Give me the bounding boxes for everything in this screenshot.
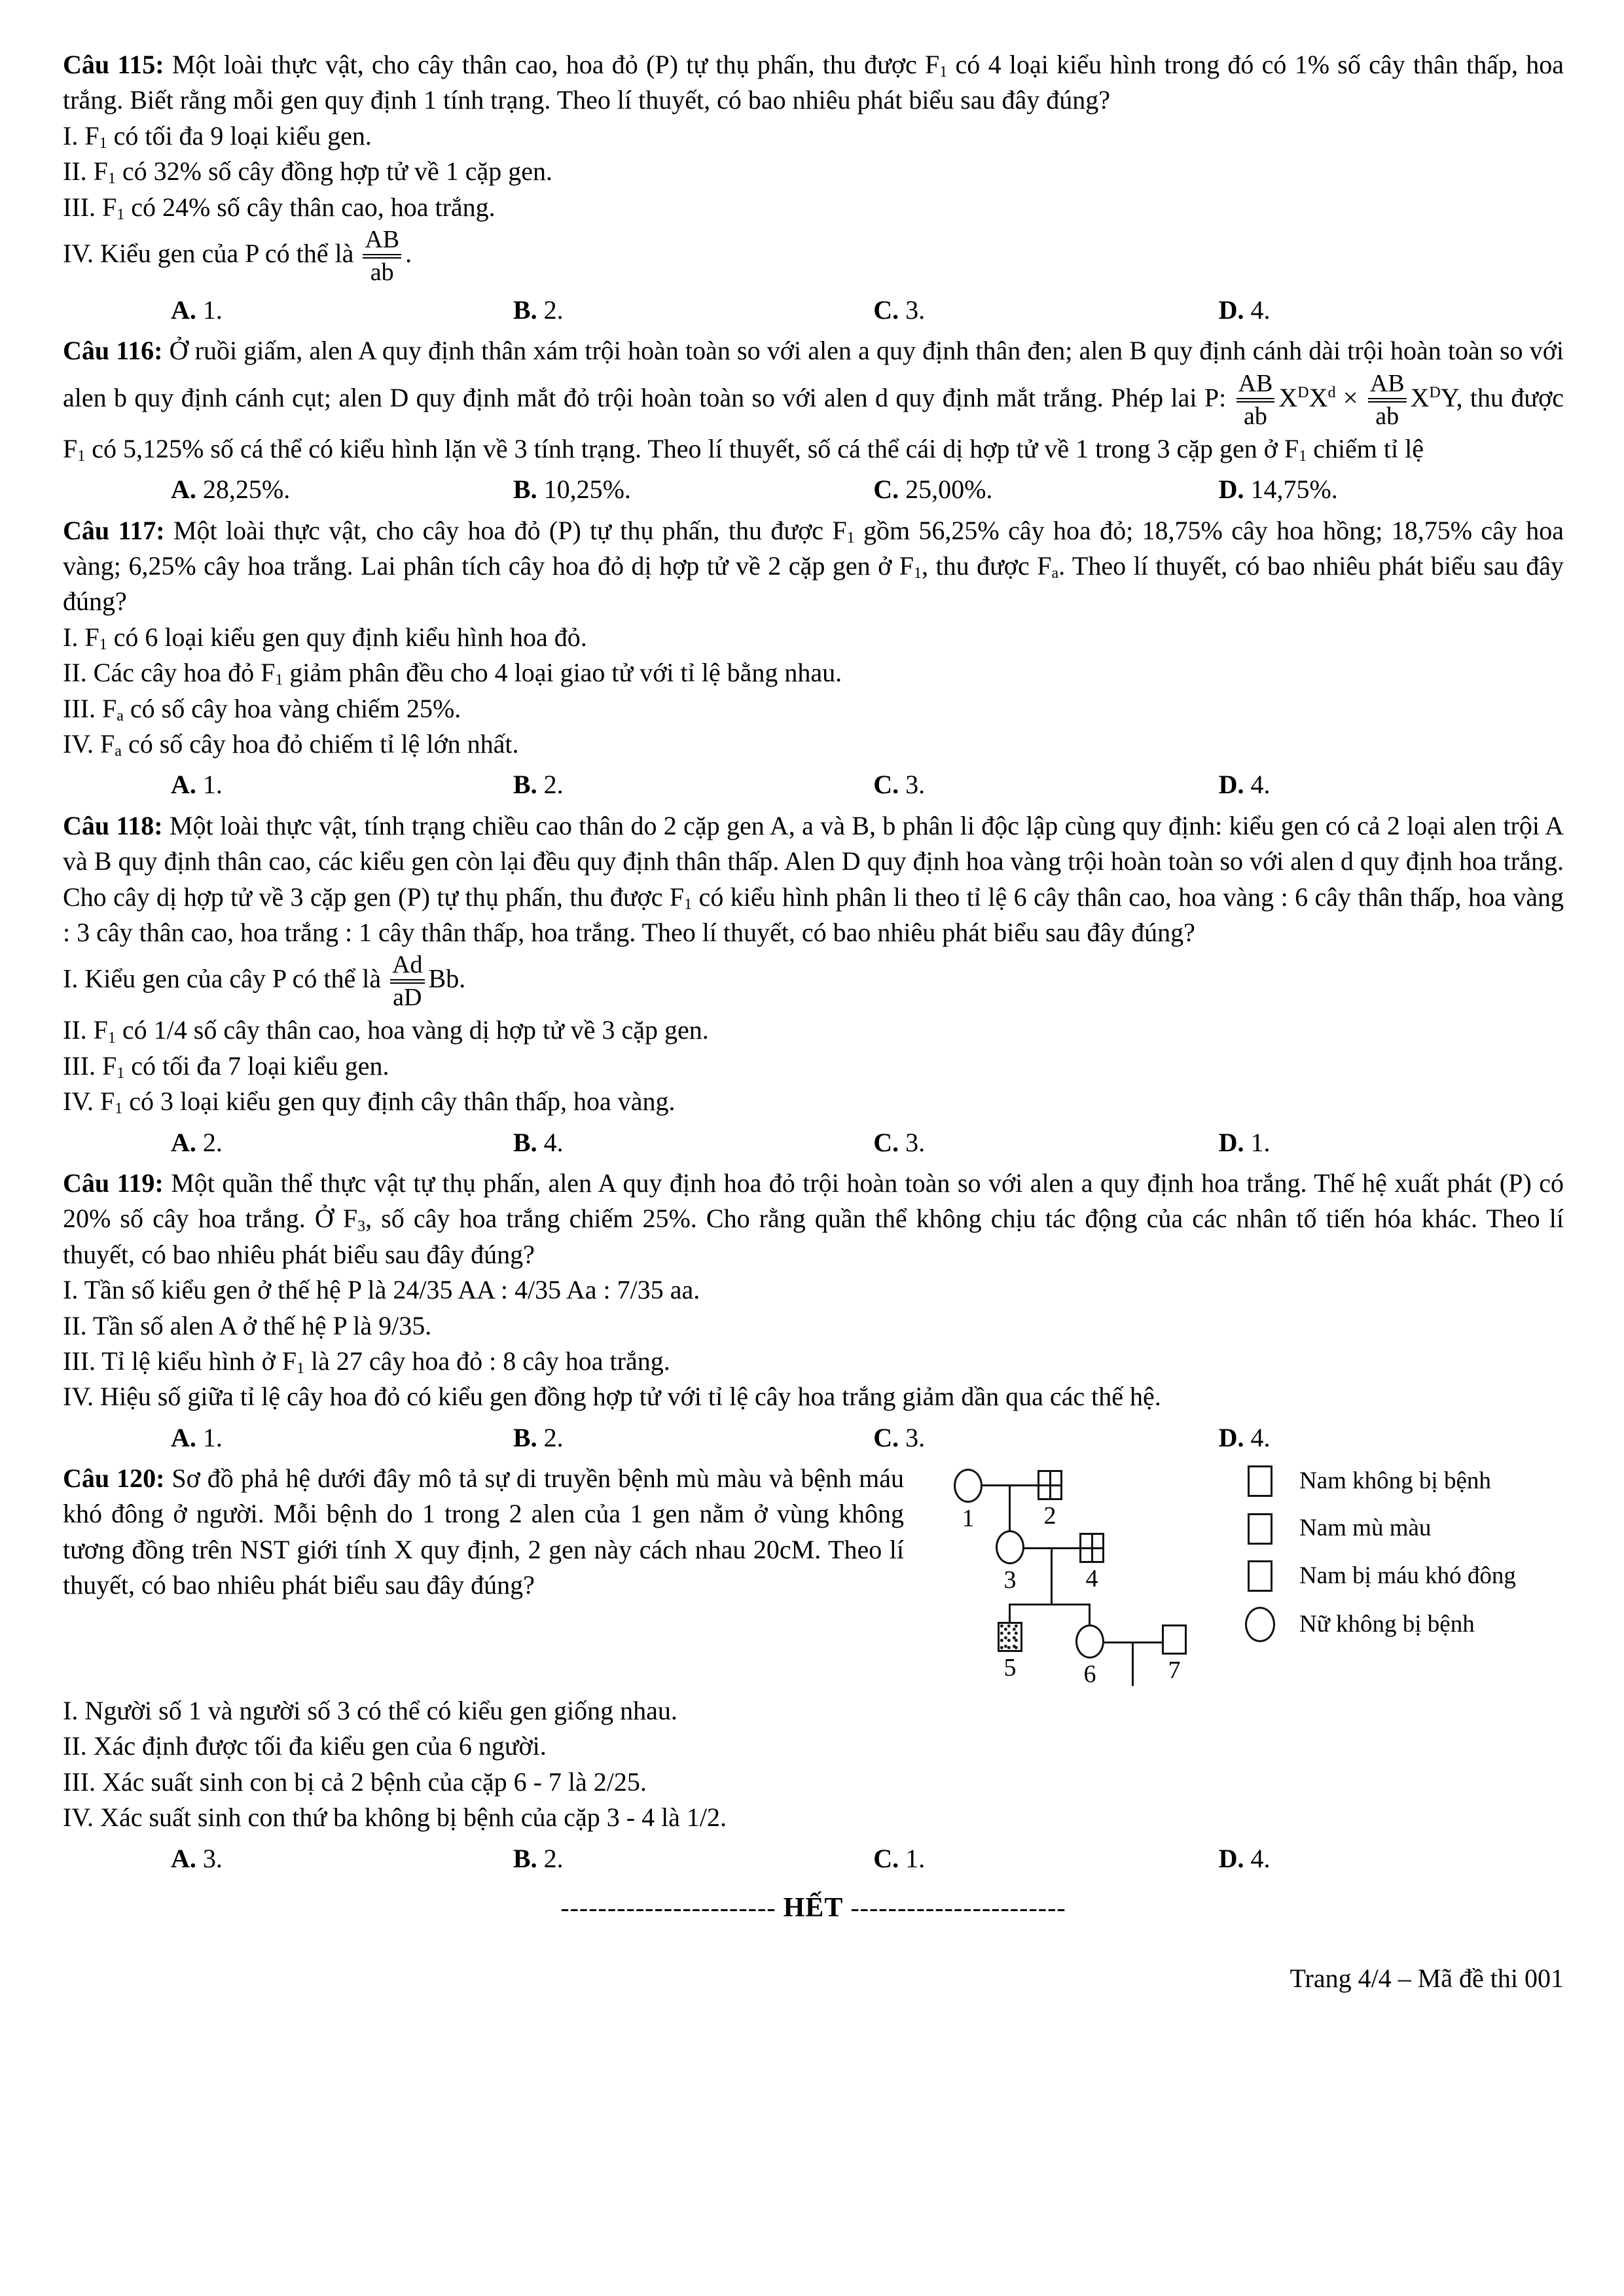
male-symbol-icon [1038, 1470, 1062, 1500]
pedigree-person-2 [1038, 1470, 1062, 1530]
question-block-120 [63, 1461, 1564, 1880]
statement: III. Xác suất sinh con bị cả 2 bệnh của cặp 6 - 7 là 2/25. [63, 1767, 647, 1797]
answer-option-B: B. 2. [513, 295, 564, 325]
female-symbol-icon [954, 1469, 983, 1503]
question-body [63, 1166, 1564, 1272]
person-number: 3 [1003, 1566, 1017, 1594]
male-symbol-icon [1079, 1533, 1104, 1563]
statement-list [63, 118, 1564, 287]
answer-option-B: B. 2. [513, 1422, 564, 1452]
person-number: 6 [1083, 1660, 1096, 1689]
question-text: Một loài thực vật, cho cây thân cao, hoa đỏ (P) tự thụ phấn, thu được $F_1$ có 4 loại kiểu hình trong đó có 1% số cây thân thấp, hoa trắng. Biết rằng mỗi gen quy định 1 tính trạng. Theo lí thuyết, có bao nhiêu phát biểu sau đây đúng? [63, 50, 1564, 115]
person-number: 2 [1043, 1502, 1056, 1530]
descent-line-3-4 [1051, 1547, 1053, 1604]
answer-option-B: B. 4. [513, 1127, 564, 1157]
question-number: Câu 117: [63, 515, 165, 545]
sibling-bar [1009, 1604, 1091, 1605]
answer-option-B: B. 10,25%. [513, 475, 631, 505]
statement: III. Tỉ lệ kiểu hình ở $F_1$ là 27 cây hoa đỏ : 8 cây hoa trắng. [63, 1346, 670, 1378]
question-text: Một loài thực vật, tính trạng chiều cao thân do 2 cặp gen A, a và B, b phân li độc lập cùng quy định: kiểu gen có cả 2 loại alen trội A và B quy định thân cao, các kiểu gen còn lại đều quy định thân thấp. Alen D quy định hoa vàng trội hoàn toàn so với alen d quy định hoa trắng. Cho cây dị hợp tử về 3 cặp gen (P) tự thụ phấn, thu được $F_1$ có kiểu hình phân li theo tỉ lệ 6 cây thân cao, hoa vàng : 6 cây thân thấp, hoa vàng : 3 cây thân cao, hoa trắng : 1 cây thân thấp, hoa trắng. Theo lí thuyết, có bao nhiêu phát biểu sau đây đúng? [63, 810, 1564, 947]
genotype-fraction: $\frac{Ad}{aD}$ [390, 952, 424, 1011]
statement: I. Người số 1 và người số 3 có thể có kiểu gen giống nhau. [63, 1696, 677, 1726]
legend-item [1244, 1512, 1516, 1545]
answer-option-C: C. 1. [873, 1843, 926, 1873]
answer-option-A: A. 1. [171, 770, 223, 800]
pedigree-diagram [943, 1461, 1208, 1693]
answer-option-D: D. 14,75%. [1218, 475, 1338, 505]
male-hemophilia-icon [1248, 1560, 1272, 1592]
genotype-fraction: $\frac{AB}{ab}$ [1368, 370, 1407, 430]
descent-line-to-3 [1009, 1484, 1011, 1532]
legend-icon-box [1244, 1513, 1276, 1545]
statement-list [63, 620, 1564, 762]
question-block-118 [63, 808, 1564, 1164]
question-text: Một quần thể thực vật tự thụ phấn, alen A quy định hoa đỏ trội hoàn toàn so với alen a quy định hoa trắng. Thế hệ xuất phát (P) có 20% số cây hoa trắng. Ở $F_3$, số cây hoa trắng chiếm 25%. Cho rằng quần thể không chịu tác động của các nhân tố tiến hóa khác. Theo lí thuyết, có bao nhiêu phát biểu sau đây đúng? [63, 1168, 1564, 1269]
options-row [63, 287, 1564, 332]
female-symbol-icon [996, 1530, 1024, 1564]
genotype-fraction: $\frac{AB}{ab}$ [363, 226, 401, 286]
legend-icon-box [1244, 1560, 1276, 1592]
statement: I. $F_1$ có tối đa 9 loại kiểu gen. [63, 120, 372, 152]
legend-label: Nam mù màu [1299, 1515, 1432, 1542]
question-text: Một loài thực vật, cho cây hoa đỏ (P) tự thụ phấn, thu được $F_1$ gồm 56,25% cây hoa đỏ; 18,75% cây hoa hồng; 18,75% cây hoa vàng; 6,25% cây hoa trắng. Lai phân tích cây hoa đỏ dị hợp tử về 2 cặp gen ở $F_1$, thu được $F_a$. Theo lí thuyết, có bao nhiêu phát biểu sau đây đúng? [63, 515, 1564, 617]
options-row [63, 1120, 1564, 1164]
statement: II. Các cây hoa đỏ $F_1$ giảm phân đều cho 4 loại giao tử với tỉ lệ bằng nhau. [63, 658, 842, 689]
answer-option-D: D. 4. [1218, 1843, 1271, 1873]
pedigree-person-7 [1162, 1624, 1187, 1685]
person-number: 1 [962, 1505, 975, 1533]
female-symbol-icon [1075, 1624, 1104, 1659]
statement: I. Kiểu gen của cây P có thể là $\frac{Ad}{aD}$ Bb. [63, 951, 466, 1012]
question-block-119 [63, 1166, 1564, 1460]
end-marker-dashes-left: ----------------------- [560, 1893, 776, 1923]
pedigree-figure [943, 1461, 1516, 1693]
answer-option-C: C. 3. [873, 770, 926, 800]
options-row [63, 467, 1564, 511]
answer-option-A: A. 1. [171, 1422, 223, 1452]
statement: II. Xác định được tối đa kiểu gen của 6 người. [63, 1731, 547, 1761]
end-marker [63, 1890, 1564, 1927]
statement: II. $F_1$ có 32% số cây đồng hợp tử về 1 cặp gen. [63, 156, 552, 188]
question-body [63, 1461, 904, 1604]
question-body [63, 513, 1564, 620]
person-number: 4 [1085, 1565, 1098, 1593]
male-unaffected-icon [1248, 1465, 1272, 1497]
question-body [63, 808, 1564, 951]
question-text: Ở ruồi giấm, alen A quy định thân xám trội hoàn toàn so với alen a quy định thân đen; alen B quy định cánh dài trội hoàn toàn so với alen b quy định cánh cụt; alen D quy định mắt đỏ trội hoàn toàn so với alen d quy định mắt trắng. Phép lai P: $\frac{AB}{ab}$ $X^DX^d$ × $\frac{AB}{ab}$ $X^DY$, thu được $F_1$ có 5,125% số cá thể có kiểu hình lặn về 3 tính trạng. Theo lí thuyết, số cá thể cái dị hợp tử về 1 trong 3 cặp gen ở $F_1$ chiếm tỉ lệ [63, 336, 1564, 465]
statement-list [63, 1693, 1564, 1836]
answer-option-C: C. 3. [873, 295, 926, 325]
options-row [63, 1836, 1564, 1880]
statement: III. $F_a$ có số cây hoa vàng chiếm 25%. [63, 693, 461, 725]
statement: II. Tần số alen A ở thế hệ P là 9/35. [63, 1310, 432, 1340]
pedigree-person-5 [998, 1622, 1022, 1682]
drop-line-to-6 [1089, 1604, 1091, 1624]
statement: IV. Hiệu số giữa tỉ lệ cây hoa đỏ có kiểu gen đồng hợp tử với tỉ lệ cây hoa trắng giảm dần qua các thế hệ. [63, 1382, 1161, 1412]
statement: III. $F_1$ có 24% số cây thân cao, hoa trắng. [63, 192, 496, 223]
statement: IV. $F_a$ có số cây hoa đỏ chiếm tỉ lệ lớn nhất. [63, 728, 519, 761]
question-body [63, 47, 1564, 118]
answer-option-D: D. 4. [1218, 770, 1271, 800]
legend-item [1244, 1560, 1516, 1592]
legend-label: Nữ không bị bệnh [1299, 1610, 1475, 1638]
question-text: Sơ đồ phả hệ dưới đây mô tả sự di truyền bệnh mù màu và bệnh máu khó đông ở người. Mỗi bệnh do 1 trong 2 alen của 1 gen nằm ở vùng không tương đồng trên NST giới tính X quy định, 2 gen này cách nhau 20cM. Theo lí thuyết, có bao nhiêu phát biểu sau đây đúng? [63, 1463, 905, 1600]
question-block-115 [63, 47, 1564, 332]
question-row [63, 1166, 1564, 1272]
statement: II. $F_1$ có 1/4 số cây thân cao, hoa vàng dị hợp tử về 3 cặp gen. [63, 1015, 709, 1047]
question-number: Câu 120: [63, 1463, 165, 1494]
pedigree-person-1 [954, 1469, 983, 1533]
statement: I. $F_1$ có 6 loại kiểu gen quy định kiểu hình hoa đỏ. [63, 622, 587, 654]
pedigree-person-3 [996, 1530, 1024, 1594]
question-number: Câu 119: [63, 1168, 164, 1198]
person-number: 7 [1168, 1657, 1181, 1685]
question-row [63, 47, 1564, 118]
legend-label: Nam bị máu khó đông [1299, 1562, 1516, 1589]
question-row [63, 333, 1564, 467]
question-block-117 [63, 513, 1564, 807]
statement: IV. Kiểu gen của P có thể là $\frac{AB}{ab}$ . [63, 225, 412, 286]
question-number: Câu 118: [63, 810, 163, 840]
options-row [63, 762, 1564, 806]
legend-icon-box [1244, 1465, 1276, 1497]
question-block-116 [63, 333, 1564, 511]
legend-label: Nam không bị bệnh [1299, 1467, 1491, 1495]
answer-option-A: A. 1. [171, 295, 223, 325]
question-body [63, 333, 1564, 467]
descent-line-6-7-child [1132, 1641, 1134, 1686]
answer-option-C: C. 3. [873, 1127, 926, 1157]
statement-list [63, 950, 1564, 1119]
person-number: 5 [1003, 1654, 1017, 1682]
statement: III. $F_1$ có tối đa 7 loại kiểu gen. [63, 1050, 389, 1083]
question-list [63, 47, 1564, 1880]
answer-option-D: D. 4. [1218, 295, 1271, 325]
answer-option-A: A. 2. [171, 1127, 223, 1157]
statement: IV. $F_1$ có 3 loại kiểu gen quy định cây thân thấp, hoa vàng. [63, 1086, 676, 1118]
end-marker-word: HẾT [783, 1893, 844, 1924]
answer-option-C: C. 25,00%. [873, 475, 993, 505]
answer-option-A: A. 28,25%. [171, 475, 291, 505]
answer-option-B: B. 2. [513, 770, 564, 800]
answer-option-D: D. 1. [1218, 1127, 1271, 1157]
legend-item [1244, 1607, 1516, 1642]
question-row [63, 513, 1564, 620]
end-marker-dashes-right: ----------------------- [850, 1893, 1066, 1923]
question-row [63, 808, 1564, 951]
legend-item [1244, 1465, 1516, 1498]
answer-option-C: C. 3. [873, 1422, 926, 1452]
question-row [63, 1461, 1564, 1693]
question-number: Câu 116: [63, 336, 163, 366]
drop-line-to-5 [1009, 1604, 1011, 1622]
answer-option-B: B. 2. [513, 1843, 564, 1873]
genotype-fraction: $\frac{AB}{ab}$ [1236, 370, 1275, 430]
statement: IV. Xác suất sinh con thứ ba không bị bệnh của cặp 3 - 4 là 1/2. [63, 1803, 727, 1833]
question-number: Câu 115: [63, 50, 164, 79]
statement: I. Tần số kiểu gen ở thế hệ P là 24/35 AA : 4/35 Aa : 7/35 aa. [63, 1275, 700, 1305]
male-colorblind-icon [1248, 1513, 1272, 1545]
statement-list [63, 1272, 1564, 1415]
legend-icon-box [1244, 1607, 1276, 1642]
page-footer: Trang 4/4 – Mã đề thi 001 [1290, 1964, 1564, 1994]
male-symbol-icon [998, 1622, 1022, 1652]
figure-slot [904, 1461, 1564, 1693]
pedigree-person-4 [1079, 1533, 1104, 1593]
answer-option-A: A. 3. [171, 1843, 223, 1873]
female-unaffected-icon [1245, 1607, 1275, 1642]
answer-option-D: D. 4. [1218, 1422, 1271, 1452]
male-symbol-icon [1162, 1624, 1187, 1655]
options-row [63, 1415, 1564, 1460]
pedigree-legend [1244, 1461, 1516, 1642]
pedigree-person-6 [1075, 1624, 1104, 1689]
